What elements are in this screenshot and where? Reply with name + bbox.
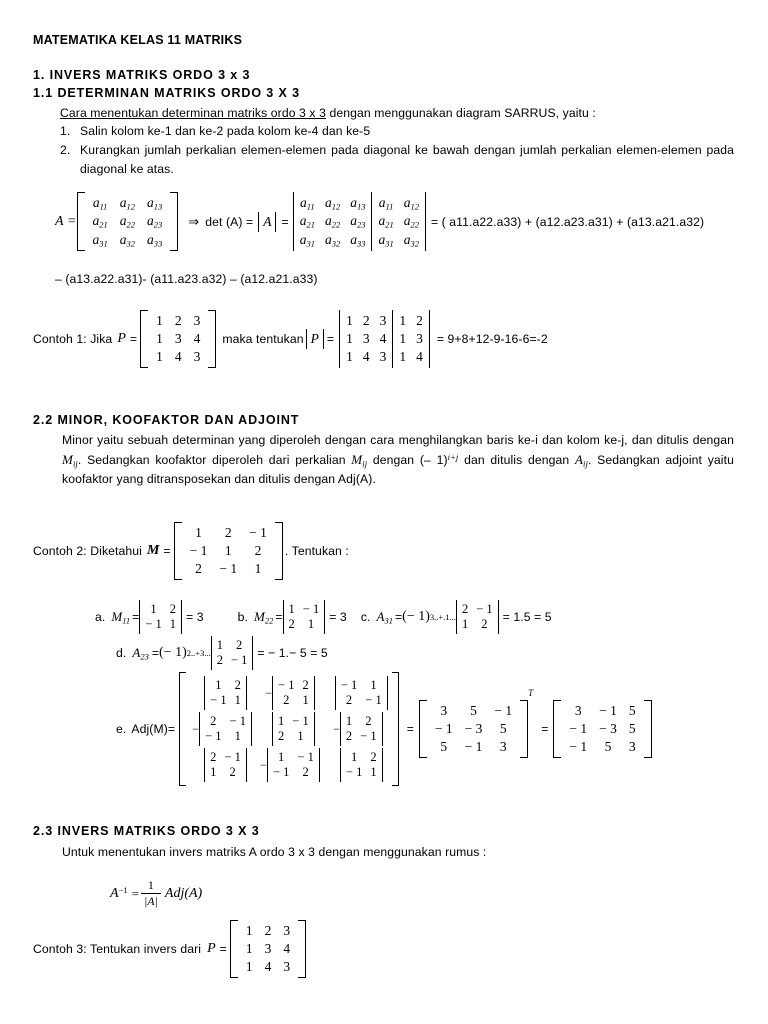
- item-d-result: = − 1.− 5 = 5: [257, 646, 328, 660]
- item-b-cell: 1: [307, 617, 315, 631]
- cofactor-result-cell: − 3: [464, 721, 483, 736]
- sarrus-rhs-line1: = ( a11.a22.a33) + (a12.a23.a31) + (a13.a21.a32): [430, 214, 705, 229]
- example-3-label: Contoh 3: Tentukan invers dari: [33, 942, 202, 956]
- sarrus-formula: [55, 192, 704, 251]
- item-a-determinant: [139, 600, 182, 634]
- step-1-text: Salin kolom ke-1 dan ke-2 pada kolom ke-4 dan ke-5: [80, 124, 371, 138]
- item-d-determinant: [211, 636, 254, 670]
- matrix-p-cell: 3: [174, 331, 182, 346]
- matrix-a: [77, 192, 179, 251]
- sarrus-extra-cell: $a_{22}$: [403, 213, 419, 230]
- cofactor-result-cell: 5: [499, 721, 507, 736]
- step-2-number: 2.: [60, 143, 71, 157]
- cofactor-result-cell: − 1: [464, 739, 483, 754]
- cofactor-cell: − 1 − 1 − 1 2: [255, 747, 323, 783]
- matrix-p-cell: 2: [174, 313, 182, 328]
- sarrus-p-extra-cell: 3: [416, 331, 423, 346]
- item-a-cell: 1: [169, 617, 176, 631]
- sarrus-extra-cell: $a_{31}$: [378, 231, 394, 249]
- exponent-i-plus-j: i+j: [447, 451, 459, 462]
- example-3: [33, 920, 306, 978]
- cofactor-cell: − 2 − 1 − 1 1: [187, 711, 255, 747]
- cofactor-result-cell: 3: [499, 739, 507, 754]
- transpose-symbol: T: [528, 688, 534, 698]
- fraction-numerator: 1: [147, 878, 154, 892]
- cofactor-cell: [187, 747, 255, 783]
- heading-1-1-determinan: 1.1 DETERMINAN MATRIKS ORDO 3 X 3: [33, 86, 300, 100]
- cofactor-determinant: − 1 2 2 1: [272, 676, 315, 710]
- sarrus-cell: $a_{21}$: [299, 213, 315, 230]
- det-a-label: det (A) =: [205, 214, 254, 229]
- example-2-item-e: [116, 672, 652, 786]
- cofactor-cell: − − 1 2 2 1: [255, 675, 323, 711]
- matrix-a-cell: $a_{23}$: [147, 213, 163, 230]
- minor-para-part5: . Sedangkan adjoint yaitu koofaktor yang ditransposekan dan ditulis dengan Adj(A).: [62, 452, 734, 486]
- cofactor-result-matrix: [419, 700, 528, 758]
- cofactor-determinant: 2 − 1 − 1 1: [199, 712, 252, 746]
- item-d-eq: =: [151, 646, 160, 660]
- item-c-cell: 2: [461, 602, 469, 616]
- example-1-var: P: [117, 331, 126, 346]
- sarrus-cell: $a_{23}$: [350, 213, 366, 230]
- adjoint-cell: 5: [628, 703, 636, 718]
- matrix-m-cell: 1: [254, 561, 262, 576]
- item-d-exponent: 2..+3...: [186, 648, 211, 658]
- example-1-label: Contoh 1: Jika: [33, 332, 113, 346]
- example-2: [33, 522, 349, 580]
- cofactor-result-cell: − 1: [494, 703, 513, 718]
- cofactor-determinant: 1 − 1 2 1: [272, 712, 315, 746]
- example-3-var: P: [207, 941, 216, 956]
- item-b-bullet: b.: [237, 610, 248, 624]
- inverse-lhs: $A^{-1}$: [110, 885, 128, 901]
- item-e-bullet: e.: [116, 722, 127, 736]
- item-e-label: Adj(M)=: [131, 722, 176, 736]
- example-3-equals: =: [219, 942, 227, 956]
- matrix-m-cell: 2: [254, 543, 262, 558]
- item-a-eq: =: [132, 610, 140, 624]
- item-d-cell: 1: [216, 638, 223, 652]
- matrix-m-cell: 2: [224, 525, 232, 540]
- heading-1-invers-matriks: 1. INVERS MATRIKS ORDO 3 x 3: [33, 68, 251, 82]
- sarrus-cell: $a_{32}$: [324, 231, 341, 249]
- matrix-p-cell: 3: [193, 349, 201, 364]
- adjoint-cell: 5: [604, 739, 612, 754]
- inverse-formula: [110, 878, 202, 909]
- inverse-eq: =: [131, 885, 139, 901]
- page-title: MATEMATIKA KELAS 11 MATRIKS: [33, 33, 243, 47]
- matrix-a-cell: $a_{11}$: [92, 195, 108, 212]
- item-e-eq1: =: [406, 722, 414, 736]
- sarrus-p-extra-cell: 1: [399, 349, 407, 364]
- abs-p-symbol: P: [306, 329, 324, 349]
- equals-sign: =: [281, 214, 289, 229]
- cofactor-determinant: 1 2 − 1 1: [340, 748, 383, 782]
- sarrus-cell: $a_{33}$: [350, 231, 366, 249]
- matrix-a-cell: $a_{22}$: [119, 213, 135, 230]
- sarrus-intro: [60, 104, 760, 123]
- item-b-cell: 1: [288, 602, 295, 616]
- sarrus-p-extra-cell: 1: [399, 313, 407, 328]
- item-a-symbol: $M_{11}$: [111, 608, 131, 626]
- heading-2-3-invers-matriks: 2.3 INVERS MATRIKS ORDO 3 X 3: [33, 824, 260, 838]
- minor-para-part3: dengan (– 1): [367, 452, 448, 467]
- item-d-base: (− 1): [159, 645, 187, 660]
- minor-para-part4: dan ditulis dengan: [458, 452, 575, 467]
- item-e-eq2: =: [541, 722, 549, 736]
- sarrus-rhs-line2: – (a13.a22.a31)- (a11.a23.a32) – (a12.a21.a33): [55, 272, 318, 286]
- matrix-a-label: A =: [55, 213, 77, 229]
- sarrus-p-extra-cell: 4: [416, 349, 423, 364]
- cofactor-cell: [323, 747, 391, 783]
- sarrus-p-cell: 3: [379, 313, 387, 328]
- cofactor-result-cell: 5: [470, 703, 477, 718]
- matrix-m-cell: − 1: [249, 525, 267, 540]
- matrix-p3-cell: 1: [245, 941, 253, 956]
- sarrus-p-cell: 3: [379, 349, 387, 364]
- item-c-symbol: $A_{31}$: [376, 608, 393, 626]
- item-c-cell: − 1: [476, 602, 493, 616]
- sarrus-cell: $a_{11}$: [300, 195, 315, 212]
- matrix-p-cell: 1: [156, 313, 163, 328]
- adjoint-cell: − 1: [569, 739, 588, 754]
- minor-paragraph: [62, 431, 734, 488]
- m-ij-symbol-1: $M_{ij}$: [62, 451, 78, 468]
- sarrus-cell: $a_{13}$: [350, 195, 366, 212]
- cofactor-determinant: 1 2 − 1 1: [204, 676, 247, 710]
- example-1-eq2: =: [326, 332, 335, 346]
- item-d-symbol: $A_{23}$: [132, 644, 149, 662]
- cofactor-result-cell: 3: [440, 703, 448, 718]
- item-b-cell: − 1: [302, 602, 320, 616]
- item-b-result: = 3: [329, 610, 347, 624]
- example-2-var: M: [146, 543, 160, 558]
- example-1-equals: =: [129, 332, 138, 346]
- item-b-symbol: $M_{22}$: [253, 608, 274, 626]
- item-c-eq: =: [394, 610, 403, 624]
- example-2-item-d: [116, 636, 328, 670]
- matrix-p-cell: 1: [156, 349, 163, 364]
- matrix-m-cell: 2: [195, 561, 202, 576]
- sarrus-determinant: [293, 192, 426, 251]
- matrix-m-cell: 1: [224, 543, 232, 558]
- matrix-a-cell: $a_{12}$: [119, 195, 135, 212]
- matrix-p3-cell: 3: [264, 941, 272, 956]
- sarrus-extra-cell: $a_{11}$: [378, 195, 394, 212]
- matrix-a-cell: $a_{31}$: [92, 231, 108, 249]
- sarrus-cell: $a_{31}$: [299, 231, 315, 249]
- item-a-cell: − 1: [145, 617, 162, 631]
- matrix-p-cell: 4: [193, 331, 201, 346]
- item-c-exponent: 3..+.1...: [429, 612, 456, 622]
- adjoint-cell: 5: [628, 721, 636, 736]
- abs-a-symbol: A: [258, 212, 276, 232]
- item-c-bullet: c.: [360, 610, 371, 624]
- fraction-denominator: |A|: [141, 893, 161, 909]
- cofactor-determinant: 1 2 2 − 1: [340, 712, 383, 746]
- m-ij-symbol-2: $M_{ij}$: [351, 451, 368, 468]
- adjoint-cell: 3: [574, 703, 582, 718]
- matrix-m-cell: 1: [195, 525, 202, 540]
- matrix-p3-cell: 1: [245, 923, 253, 938]
- matrix-a-cell: $a_{13}$: [147, 195, 163, 212]
- adjoint-cell: − 1: [569, 721, 588, 736]
- item-a-cell: 2: [169, 602, 176, 616]
- item-c-determinant: [456, 600, 499, 634]
- inverse-rhs: Adj(A): [164, 885, 203, 901]
- matrix-p-cell: 3: [193, 313, 201, 328]
- item-c-result: = 1.5 = 5: [502, 610, 552, 624]
- implies-symbol: ⇒: [188, 213, 200, 229]
- cofactor-matrix: [179, 672, 399, 786]
- sarrus-p-cell: 1: [346, 349, 353, 364]
- item-d-cell: − 1: [230, 653, 248, 667]
- example-2-label: Contoh 2: Diketahui: [33, 544, 142, 558]
- matrix-p3-cell: 3: [283, 959, 291, 974]
- example-2-tail: . Tentukan :: [284, 544, 349, 558]
- item-a-result: = 3: [186, 610, 204, 624]
- sarrus-p-extra-cell: 1: [399, 331, 407, 346]
- step-1-number: 1.: [60, 124, 71, 138]
- matrix-p3-cell: 4: [264, 959, 272, 974]
- sarrus-extra-cell: $a_{21}$: [378, 213, 394, 230]
- item-c-base: (− 1): [402, 609, 430, 624]
- sarrus-p-cell: 3: [362, 331, 370, 346]
- matrix-p3-cell: 4: [283, 941, 291, 956]
- minor-para-part1: Minor yaitu sebuah determinan yang diperoleh dengan cara menghilangkan baris ke-i dan kolom ke-j, dan ditulis dengan: [62, 433, 734, 447]
- item-a-cell: 1: [150, 602, 157, 616]
- sarrus-p-cell: 2: [362, 313, 370, 328]
- matrix-a-cell: $a_{21}$: [92, 213, 108, 230]
- matrix-p3-cell: 2: [264, 923, 272, 938]
- minor-para-part2: . Sedangkan koofaktor diperoleh dari perkalian: [77, 452, 352, 467]
- example-1-result: = 9+8+12-9-16-6=-2: [436, 332, 548, 346]
- sarrus-extra-cell: $a_{32}$: [403, 231, 419, 249]
- matrix-p3-cell: 1: [245, 959, 253, 974]
- cofactor-cell: [187, 675, 255, 711]
- sarrus-intro-rest: dengan menggunakan diagram SARRUS, yaitu :: [325, 106, 596, 120]
- matrix-p-example-1: [140, 310, 216, 368]
- sarrus-cell: $a_{22}$: [324, 213, 341, 230]
- sarrus-p-cell: 1: [346, 313, 353, 328]
- heading-2-2-minor-koofaktor: 2.2 MINOR, KOOFAKTOR DAN ADJOINT: [33, 413, 300, 427]
- a-ij-symbol: $A_{ij}$: [574, 451, 588, 468]
- matrix-p3-cell: 3: [283, 923, 291, 938]
- cofactor-determinant: 1 − 1 − 1 2: [267, 748, 320, 782]
- item-b-determinant: [283, 600, 326, 634]
- matrix-p-cell: 4: [174, 349, 182, 364]
- adjoint-cell: 3: [628, 739, 636, 754]
- cofactor-result-cell: 5: [440, 739, 448, 754]
- example-1: [33, 310, 548, 368]
- inverse-fraction: [141, 878, 161, 909]
- example-2-items-row-1: [95, 600, 552, 634]
- matrix-p-cell: 1: [156, 331, 163, 346]
- invers-intro: Untuk menentukan invers matriks A ordo 3 x 3 dengan menggunakan rumus :: [62, 845, 487, 859]
- sarrus-determinant-example-1: [339, 310, 430, 368]
- step-2-text: Kurangkan jumlah perkalian elemen-elemen pada diagonal ke bawah dengan jumlah perkalian elemen-elemen pada diagonal ke atas.: [80, 143, 734, 176]
- matrix-m: [174, 522, 283, 580]
- sarrus-intro-underlined: Cara menentukan determinan matriks ordo 3 x 3: [60, 106, 326, 120]
- matrix-a-cell: $a_{32}$: [119, 231, 135, 249]
- item-d-cell: 2: [216, 653, 223, 667]
- example-2-equals: =: [163, 544, 171, 558]
- cofactor-determinant: 2 − 1 1 2: [204, 748, 247, 782]
- matrix-m-cell: − 1: [219, 561, 238, 576]
- sarrus-cell: $a_{12}$: [324, 195, 341, 212]
- example-1-mid-text: maka tentukan: [222, 332, 304, 346]
- cofactor-cell: − 1 2 2 − 1: [323, 711, 391, 747]
- sarrus-extra-cell: $a_{12}$: [403, 195, 419, 212]
- sarrus-p-extra-cell: 2: [416, 313, 423, 328]
- sarrus-p-cell: 4: [379, 331, 387, 346]
- item-b-eq: =: [275, 610, 283, 624]
- sarrus-p-cell: 1: [346, 331, 353, 346]
- cofactor-cell: [323, 675, 391, 711]
- item-c-cell: 2: [481, 617, 488, 631]
- item-c-cell: 1: [461, 617, 469, 631]
- matrix-p-example-3: [230, 920, 306, 978]
- item-a-bullet: a.: [95, 610, 106, 624]
- item-b-cell: 2: [288, 617, 295, 631]
- cofactor-determinant: − 1 1 2 − 1: [335, 676, 388, 710]
- matrix-m-cell: − 1: [189, 543, 208, 558]
- adjoint-cell: − 1: [599, 703, 617, 718]
- matrix-a-cell: $a_{33}$: [147, 231, 163, 249]
- item-d-bullet: d.: [116, 646, 127, 660]
- sarrus-p-cell: 4: [362, 349, 370, 364]
- cofactor-result-cell: − 1: [434, 721, 453, 736]
- adjoint-matrix: [553, 700, 651, 758]
- cofactor-cell: [255, 711, 323, 747]
- adjoint-cell: − 3: [599, 721, 617, 736]
- item-d-cell: 2: [236, 638, 243, 652]
